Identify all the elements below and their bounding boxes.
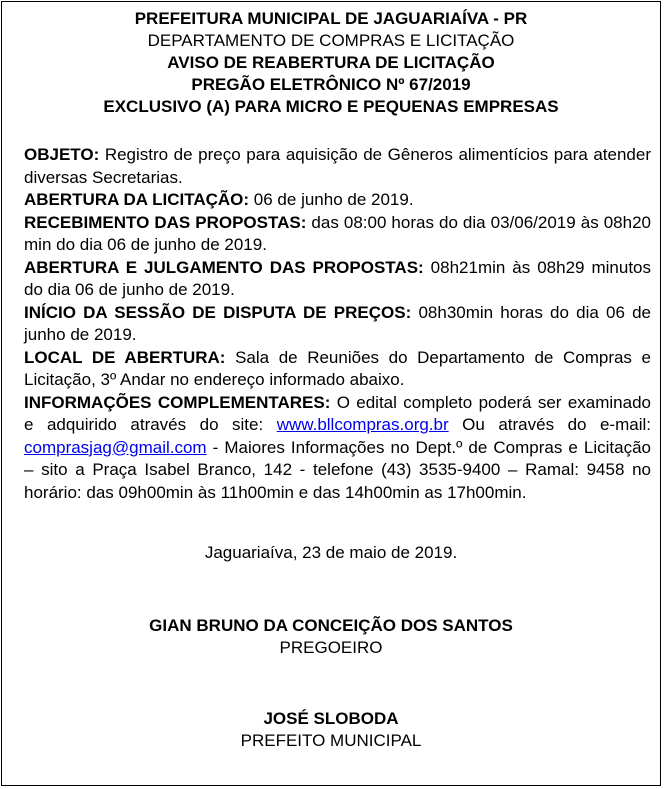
objeto-paragraph [24, 144, 651, 189]
signature-block-pregoeiro [2, 615, 660, 659]
exclusivity-note: EXCLUSIVO (A) PARA MICRO E PEQUENAS EMPRESAS [103, 97, 559, 116]
notice-title: AVISO DE REABERTURA DE LICITAÇÃO [167, 53, 495, 72]
info-text-1: O edital completo poderá ser examinado e adquirido através do site: [24, 392, 651, 434]
objeto-label: OBJETO: [24, 145, 100, 164]
recebimento-paragraph [24, 212, 651, 257]
notice-header [2, 8, 660, 118]
info-paragraph [24, 392, 651, 505]
inicio-paragraph [24, 302, 651, 347]
objeto-text: Registro de preço para aquisição de Gêneros alimentícios para atender diversas Secretarias. [24, 145, 651, 187]
signatory-name: JOSÉ SLOBODA [263, 709, 399, 728]
local-paragraph [24, 347, 651, 392]
department-title: DEPARTAMENTO DE COMPRAS E LICITAÇÃO [147, 31, 515, 50]
local-text: Sala de Reuniões do Departamento de Compras e Licitação, 3º Andar no endereço informado abaixo. [24, 347, 651, 389]
notice-date: Jaguariaíva, 23 de maio de 2019. [204, 543, 458, 562]
julgamento-label: ABERTURA E JULGAMENTO DAS PROPOSTAS: [24, 257, 424, 277]
recebimento-label: RECEBIMENTO DAS PROPOSTAS: [24, 212, 307, 232]
signature-block-prefeito [2, 708, 660, 752]
local-label: LOCAL DE ABERTURA: [24, 347, 226, 367]
notice-body [24, 144, 651, 504]
email-link[interactable]: comprasjag@gmail.com [24, 437, 207, 457]
inicio-text: 08h30min horas do dia 06 de junho de 2019. [24, 302, 651, 344]
abertura-label: ABERTURA DA LICITAÇÃO: [24, 190, 250, 209]
notice-frame [1, 1, 661, 786]
signatory-role: PREGOEIRO [279, 638, 383, 657]
julgamento-paragraph [24, 257, 651, 302]
info-text-2: Ou através do e-mail: [448, 415, 651, 434]
municipality-title: PREFEITURA MUNICIPAL DE JAGUARIAÍVA - PR [134, 9, 528, 28]
julgamento-text: 08h21min às 08h29 minutos do dia 06 de junho de 2019. [24, 257, 651, 299]
abertura-paragraph [24, 189, 651, 212]
signatory-name: GIAN BRUNO DA CONCEIÇÃO DOS SANTOS [149, 616, 513, 635]
info-label: INFORMAÇÕES COMPLEMENTARES: [24, 392, 331, 412]
site-link[interactable]: www.bllcompras.org.br [276, 415, 449, 434]
abertura-text: 06 de junho de 2019. [249, 190, 414, 209]
inicio-label: INÍCIO DA SESSÃO DE DISPUTA DE PREÇOS: [24, 302, 412, 322]
auction-number: PREGÃO ELETRÔNICO Nº 67/2019 [191, 75, 471, 94]
recebimento-text: das 08:00 horas do dia 03/06/2019 às 08h20 min do dia 06 de junho de 2019. [24, 212, 651, 254]
info-text-3: - Maiores Informações no Dept.º de Compras e Licitação – sito a Praça Isabel Branco, 142 - telefone (43) 3535-9400 – Ramal: 9458 no horário: das 09h00min às 11h00min e das 14h00min as 17h00min. [24, 437, 651, 502]
signatory-role: PREFEITO MUNICIPAL [240, 731, 422, 750]
